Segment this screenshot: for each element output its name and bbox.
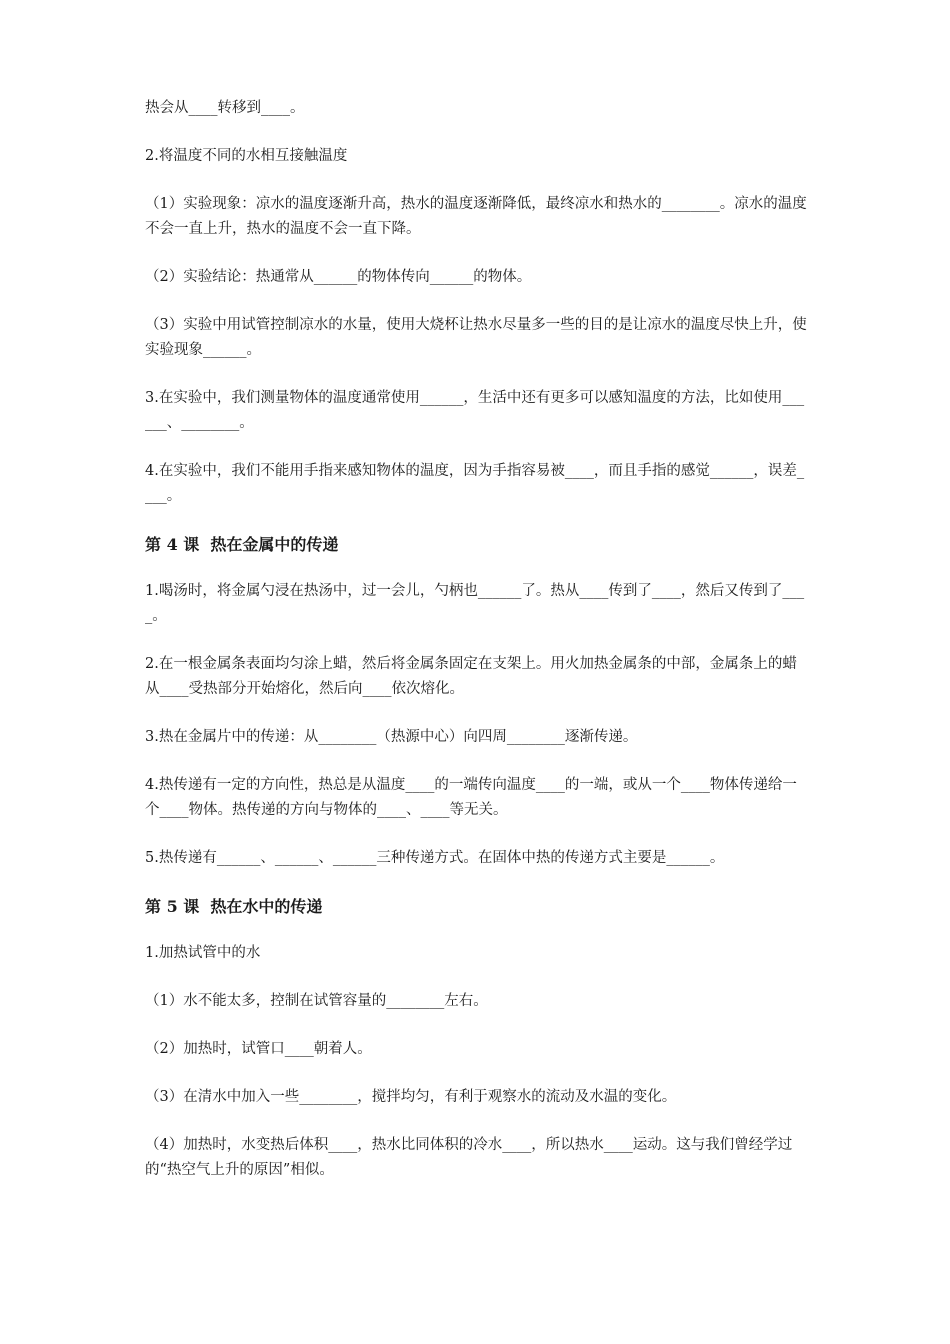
text-paragraph: （1）水不能太多，控制在试管容量的________左右。 (145, 993, 488, 1009)
text-paragraph: 热会从____转移到____。 (145, 100, 305, 116)
text-paragraph: （2）实验结论：热通常从______的物体传向______的物体。 (145, 269, 532, 285)
text-paragraph: （4）加热时，水变热后体积____，热水比同体积的冷水____，所以热水____运动。这与我们曾经学过的“热空气上升的原因”相似。 (145, 1137, 793, 1178)
text-paragraph: 3.在实验中，我们测量物体的温度通常使用______，生活中还有更多可以感知温度的方法，比如使用______、________。 (145, 390, 805, 431)
section-heading: 第 5 课 热在水中的传递 (145, 897, 323, 916)
text-paragraph: 2.将温度不同的水相互接触温度 (145, 148, 348, 164)
text-paragraph: （3）在清水中加入一些________，搅拌均匀，有利于观察水的流动及水温的变化。 (145, 1089, 677, 1105)
text-paragraph: （1）实验现象：凉水的温度逐渐升高，热水的温度逐渐降低，最终凉水和热水的________。凉水的温度不会一直上升，热水的温度不会一直下降。 (145, 196, 807, 237)
text-paragraph: 4.在实验中，我们不能用手指来感知物体的温度，因为手指容易被____，而且手指的感觉______，误差____。 (145, 463, 805, 504)
text-paragraph: 4.热传递有一定的方向性，热总是从温度____的一端传向温度____的一端，或从一个____物体传递给一个____物体。热传递的方向与物体的____、____等无关。 (145, 777, 797, 818)
text-paragraph: 5.热传递有______、______、______三种传递方式。在固体中热的传递方式主要是______。 (145, 850, 725, 866)
text-paragraph: （2）加热时，试管口____朝着人。 (145, 1041, 372, 1057)
text-paragraph: （3）实验中用试管控制凉水的水量，使用大烧杯让热水尽量多一些的目的是让凉水的温度尽快上升，使实验现象______。 (145, 317, 807, 358)
section-heading: 第 4 课 热在金属中的传递 (145, 535, 339, 554)
text-paragraph: 3.热在金属片中的传递：从________（热源中心）向四周________逐渐传递。 (145, 729, 638, 745)
text-paragraph: 2.在一根金属条表面均匀涂上蜡，然后将金属条固定在支架上。用火加热金属条的中部，金属条上的蜡从____受热部分开始熔化，然后向____依次熔化。 (145, 656, 797, 697)
text-paragraph: 1.加热试管中的水 (145, 945, 261, 961)
text-paragraph: 1.喝汤时，将金属勺浸在热汤中，过一会儿，勺柄也______了。热从____传到了____，然后又传到了____。 (145, 583, 805, 624)
